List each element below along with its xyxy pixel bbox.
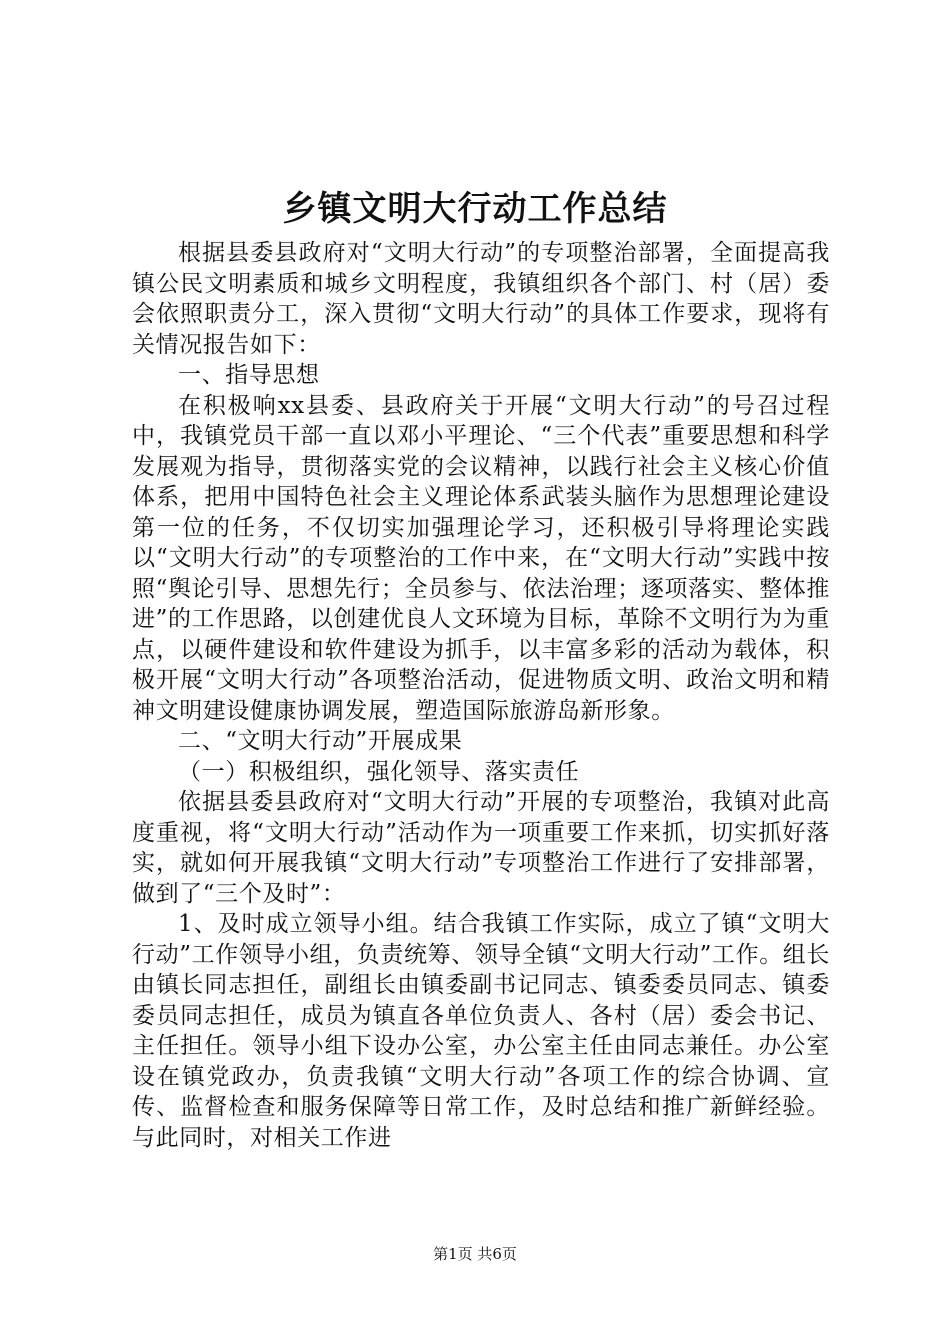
paragraph-guiding-ideology: 在积极响xx县委、县政府关于开展“文明大行动”的号召过程中，我镇党员干部一直以邓小平理论、“三个代表”重要思想和科学发展观为指导，贯彻落实党的会议精神，以践行社会主义核心价值体系，把用中国特色社会主义理论体系武装头脑作为思想理论建设第一位的任务，不仅切实加强理论学习，还积极引导将理论实践以“文明大行动”的专项整治的工作中来，在“文明大行动”实践中按照“舆论引导、思想先行；全员参与、依法治理；逐项落实、整体推进”的工作思路，以创建优良人文环境为目标，革除不文明行为为重点，以硬件建设和软件建设为抓手，以丰富多彩的活动为载体，积极开展“文明大行动”各项整治活动，促进物质文明、政治文明和精神文明建设健康协调发展，塑造国际旅游岛新形象。 (132, 392, 830, 724)
document-body (132, 238, 830, 1153)
paragraph-leadership-group: 1、及时成立领导小组。结合我镇工作实际，成立了镇“文明大行动”工作领导小组，负责统筹、领导全镇“文明大行动”工作。组长由镇长同志担任，副组长由镇委副书记同志、镇委委员同志、镇委委员同志担任，成员为镇直各单位负责人、各村（居）委会书记、主任担任。领导小组下设办公室，办公室主任由同志兼任。办公室设在镇党政办，负责我镇“文明大行动”各项工作的综合协调、宣传、监督检查和服务保障等日常工作，及时总结和推广新鲜经验。与此同时，对相关工作进 (132, 911, 830, 1151)
paragraph-organization: 依据县委县政府对“文明大行动”开展的专项整治，我镇对此高度重视，将“文明大行动”活动作为一项重要工作来抓，切实抓好落实，就如何开展我镇“文明大行动”专项整治工作进行了安排部署，做到了“三个及时”： (132, 789, 830, 907)
page-number-footer: 第1页 共6页 (433, 1245, 517, 1263)
paragraph-intro: 根据县委县政府对“文明大行动”的专项整治部署，全面提高我镇公民文明素质和城乡文明程度，我镇组织各个部门、村（居）委会依照职责分工，深入贯彻“文明大行动”的具体工作要求，现将有关情况报告如下： (132, 240, 830, 358)
section-heading-guiding-ideology: 一、指导思想 (178, 362, 320, 388)
subsection-heading-organization: （一）积极组织，强化领导、落实责任 (178, 758, 580, 785)
section-heading-results: 二、“文明大行动”开展成果 (178, 728, 463, 754)
document-title: 乡镇文明大行动工作总结 (282, 189, 668, 229)
